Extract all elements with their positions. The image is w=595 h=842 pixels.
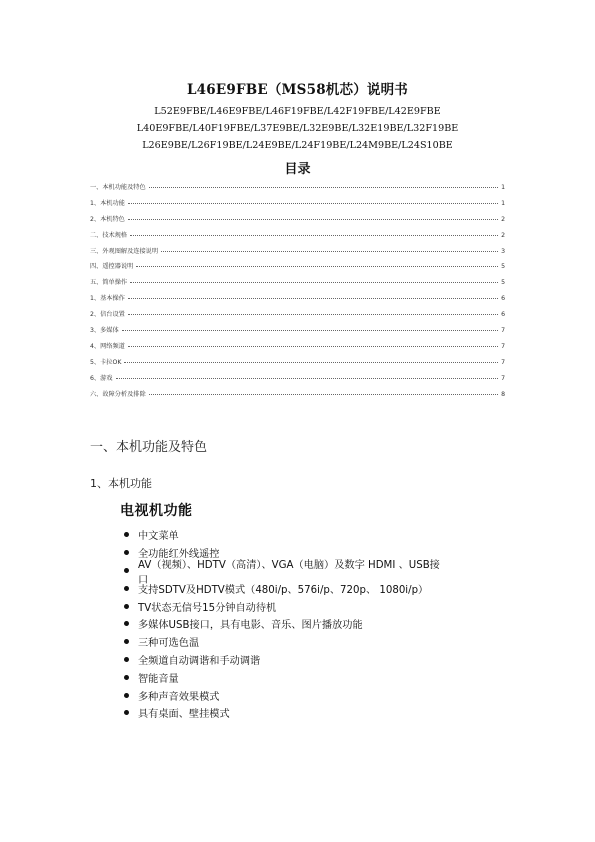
toc-entry-text: 4、网络频道 [90,342,125,350]
toc-leader-dots [128,298,498,299]
toc-entry[interactable] [90,357,505,373]
toc-entry-text: 1、基本操作 [90,295,125,303]
feature-item [120,579,440,597]
toc-entry-text: 六、故障分析及排除 [90,390,146,398]
feature-text: 全功能红外线遥控 [138,549,220,561]
feature-image [120,500,440,722]
toc-entry-page: 6 [501,311,505,319]
toc-entry-page: 7 [501,374,505,382]
feature-text: 多媒体USB接口，具有电影、音乐、图片播放功能 [138,620,363,632]
toc-entry-page: 3 [501,247,505,255]
toc-leader-dots [128,219,498,220]
model-list [0,103,595,154]
feature-item [120,597,440,615]
toc-entry-text: 二、技术规格 [90,231,128,239]
document-title: L46E9FBE（MS58机芯）说明书 [186,82,409,98]
toc-entry-text: 三、外观图解及连接说明 [90,247,159,255]
bullet-icon [124,532,129,537]
toc-entry[interactable] [90,198,505,214]
bullet-icon [124,675,129,680]
toc-entry[interactable] [90,309,505,325]
bullet-icon [124,586,129,591]
toc-entry[interactable] [90,325,505,341]
toc-leader-dots [128,346,498,347]
feature-text: 支持SDTV及HDTV模式（480i/p、576i/p、720p、 1080i/p） [138,584,429,596]
table-of-contents [90,182,505,404]
toc-entry[interactable] [90,214,505,230]
feature-text: AV（视频）、HDTV（高清）、VGA（电脑）及数字 HDMI 、USB接口 [138,559,440,586]
toc-entry-page: 7 [501,358,505,366]
bullet-icon [124,657,129,662]
bullet-icon [124,639,129,644]
toc-entry-page: 2 [501,231,505,239]
feature-list [120,526,440,722]
feature-text: 中文菜单 [138,531,179,543]
toc-entry-page: 1 [501,199,505,207]
toc-leader-dots [161,251,498,252]
toc-leader-dots [130,235,498,236]
toc-leader-dots [122,330,498,331]
toc-entry-page: 7 [501,327,505,335]
toc-leader-dots [124,362,498,363]
toc-entry-page: 7 [501,342,505,350]
model-line: L52E9FBE/L46E9FBE/L46F19FBE/L42F19FBE/L42E9FBE [154,106,441,117]
toc-entry-text: 一、本机功能及特色 [90,184,146,191]
feature-item [120,668,440,686]
feature-item [120,526,440,544]
toc-entry-text: 3、多媒体 [90,327,119,335]
toc-entry[interactable] [90,373,505,389]
toc-entry-text: 5、卡拉OK [90,358,122,366]
feature-item [120,559,440,586]
toc-leader-dots [128,314,498,315]
toc-entry[interactable] [90,246,505,262]
bullet-icon [124,710,129,715]
toc-entry-text: 五、简单操作 [90,279,128,287]
feature-title: 电视机功能 [120,503,193,519]
toc-leader-dots [130,282,498,283]
toc-entry-text: 1、本机功能 [90,199,125,207]
bullet-icon [124,621,129,626]
toc-entry-page: 8 [501,390,505,398]
toc-entry-text: 四、遥控器说明 [90,263,134,271]
feature-item [120,704,440,722]
toc-leader-dots [136,266,498,267]
toc-heading: 目录 [284,162,311,177]
toc-entry[interactable] [90,293,505,309]
feature-text: 智能音量 [138,673,179,685]
feature-text: 全频道自动调谐和手动调谐 [138,655,261,667]
bullet-icon [124,568,129,573]
feature-item [120,615,440,633]
toc-entry-page: 5 [501,279,505,287]
toc-entry-text: 2、本机特色 [90,215,125,223]
toc-entry-page: 2 [501,215,505,223]
toc-entry[interactable] [90,261,505,277]
model-line: L26E9BE/L26F19BE/L24E9BE/L24F19BE/L24M9BE/L24S10BE [142,140,453,151]
subsection-heading: 1、本机功能 [90,477,152,490]
bullet-icon [124,550,129,555]
toc-entry-text: 2、信台设置 [90,311,125,319]
toc-entry-page: 5 [501,263,505,271]
toc-leader-dots [149,187,498,188]
toc-entry[interactable] [90,341,505,357]
toc-entry-page: 1 [501,184,505,191]
bullet-icon [124,693,129,698]
toc-leader-dots [116,378,499,379]
feature-text: TV状态无信号15分钟自动待机 [138,602,277,614]
section-heading: 一、本机功能及特色 [90,440,208,455]
feature-item [120,686,440,704]
bullet-icon [124,604,129,609]
toc-entry[interactable] [90,182,505,198]
feature-text: 多种声音效果模式 [138,691,220,703]
toc-entry-text: 6、游戏 [90,374,113,382]
toc-leader-dots [128,203,498,204]
feature-item [120,633,440,651]
feature-item [120,651,440,669]
toc-leader-dots [149,394,498,395]
feature-text: 三种可选色温 [138,638,200,650]
toc-entry[interactable] [90,277,505,293]
toc-entry[interactable] [90,230,505,246]
model-line: L40E9FBE/L40F19FBE/L37E9BE/L32E9BE/L32E19BE/L32F19BE [136,123,459,134]
toc-entry-page: 6 [501,295,505,303]
feature-text: 具有桌面、壁挂模式 [138,709,230,721]
toc-entry[interactable] [90,389,505,405]
